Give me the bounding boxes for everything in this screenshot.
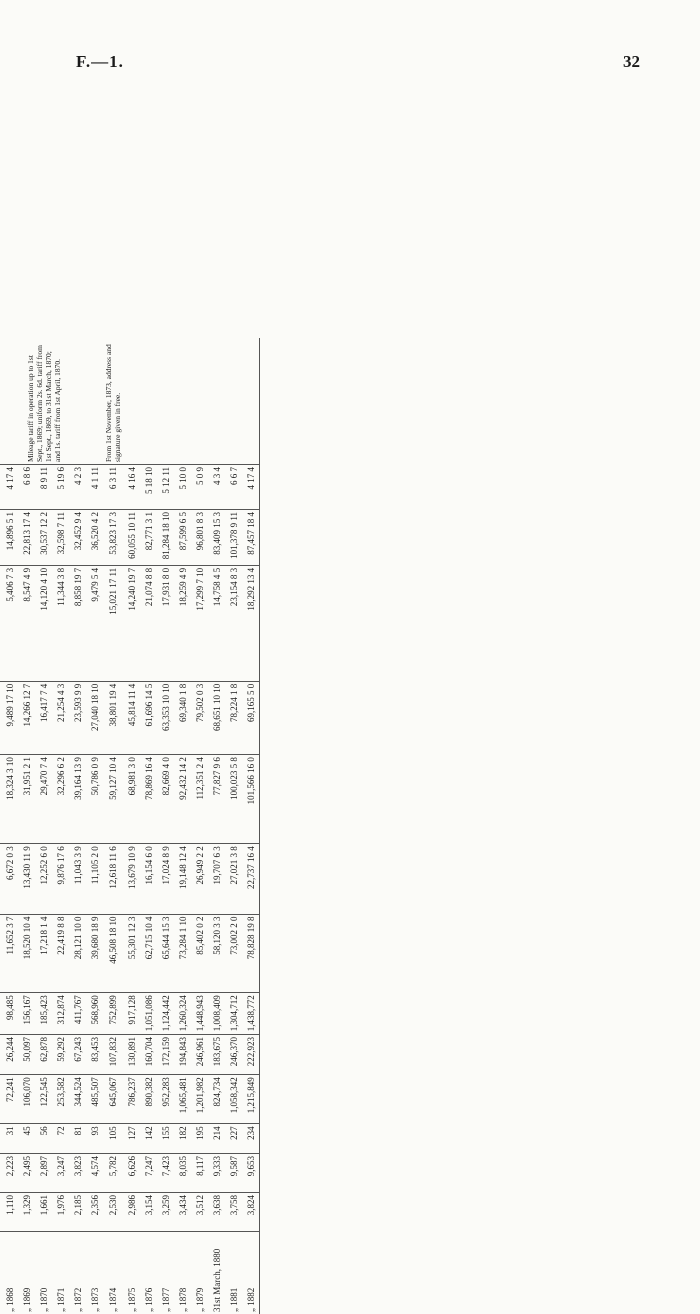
year-cell: „ 1873 <box>86 1232 103 1314</box>
total-cell: 312,874 <box>52 993 69 1035</box>
year-cell: „ 1882 <box>242 1232 260 1314</box>
government-cell: 172,159 <box>157 1034 174 1074</box>
revenue-cell: 85,402 0 2 <box>191 914 208 993</box>
total-cell: 1,051,086 <box>140 993 157 1035</box>
stations-cell: 38,801 19 4 <box>103 681 123 754</box>
table-row <box>242 338 260 1314</box>
stations-cell: 21,254 4 3 <box>52 681 69 754</box>
expenditure-cell: 83,409 15 3 <box>208 510 225 566</box>
revenue-cell: 11,652 3 7 <box>1 914 18 993</box>
miles-wire-cell: 4,574 <box>86 1154 103 1193</box>
total-cell: 1,448,943 <box>191 993 208 1035</box>
stations-cell: 69,340 1 8 <box>174 681 191 754</box>
stations-cell: 9,489 17 10 <box>1 681 18 754</box>
per-mile-cell: 4 16 4 <box>123 465 140 510</box>
miles-line-cell: 1,661 <box>35 1193 52 1232</box>
year-cell: „ 1877 <box>157 1232 174 1314</box>
year-cell: „ 1878 <box>174 1232 191 1314</box>
lines-cell: 18,259 4 9 <box>174 565 191 681</box>
per-mile-cell: 5 10 0 <box>174 465 191 510</box>
private-cell: 786,237 <box>123 1075 140 1124</box>
offices-cell: 155 <box>157 1124 174 1154</box>
tariff-cell: Mileage tariff in operation up to 1st Sept., 1869; uniform 2s. 6d. tariff from 1st Sept., 1869, to 31st March, 1870; and 1s. tariff from 1st April, 1870. <box>18 338 69 465</box>
private-cell: 253,582 <box>52 1075 69 1124</box>
private-cell: 1,065,481 <box>174 1075 191 1124</box>
government-cell: 130,891 <box>123 1034 140 1074</box>
lines-cell: 8,547 4 9 <box>18 565 35 681</box>
expenditure-cell: 81,284 18 10 <box>157 510 174 566</box>
miles-line-cell: 3,259 <box>157 1193 174 1232</box>
expenditure-cell: 101,378 9 11 <box>225 510 242 566</box>
lines-cell: 15,021 17 11 <box>103 565 123 681</box>
miles-wire-cell: 3,823 <box>69 1154 86 1193</box>
per-mile-cell: 4 2 3 <box>69 465 86 510</box>
miles-wire-cell: 9,653 <box>242 1154 260 1193</box>
miles-line-cell: 3,512 <box>191 1193 208 1232</box>
private-cell: 890,382 <box>140 1075 157 1124</box>
miles-line-cell: 3,154 <box>140 1193 157 1232</box>
miles-wire-cell: 3,247 <box>52 1154 69 1193</box>
year-cell: „ 1881 <box>225 1232 242 1314</box>
expenditure-cell: 53,823 17 3 <box>103 510 123 566</box>
miles-wire-cell: 5,782 <box>103 1154 123 1193</box>
offices-cell: 105 <box>103 1124 123 1154</box>
miles-wire-cell: 2,223 <box>1 1154 18 1193</box>
private-cell: 72,241 <box>1 1075 18 1124</box>
miles-wire-cell: 9,333 <box>208 1154 225 1193</box>
lines-cell: 14,240 19 7 <box>123 565 140 681</box>
miles-line-cell: 3,824 <box>242 1193 260 1232</box>
total-cell: 917,128 <box>123 993 140 1035</box>
business-cell: 78,869 16 4 <box>140 755 157 844</box>
stations-cell: 16,417 7 4 <box>35 681 52 754</box>
expenditure-cell: 32,452 9 4 <box>69 510 86 566</box>
table-row <box>157 338 174 1314</box>
offices-cell: 142 <box>140 1124 157 1154</box>
gov-value-cell: 27,021 3 8 <box>225 844 242 914</box>
miles-wire-cell: 7,247 <box>140 1154 157 1193</box>
business-cell: 29,470 7 4 <box>35 755 52 844</box>
tariff-cell <box>174 338 191 465</box>
miles-line-cell: 3,758 <box>225 1193 242 1232</box>
gov-value-cell: 17,024 8 9 <box>157 844 174 914</box>
tariff-cell <box>0 338 18 465</box>
expenditure-cell: 36,520 4 2 <box>86 510 103 566</box>
private-cell: 485,507 <box>86 1075 103 1124</box>
revenue-cell: 46,508 18 10 <box>103 914 123 993</box>
private-cell: 952,283 <box>157 1075 174 1124</box>
offices-cell: 31 <box>1 1124 18 1154</box>
table-row <box>18 338 35 1314</box>
total-cell: 1,304,712 <box>225 993 242 1035</box>
revenue-cell: 73,002 2 0 <box>225 914 242 993</box>
table-row <box>103 338 123 1314</box>
document-code: F.—1. <box>76 52 124 72</box>
business-cell: 92,432 14 2 <box>174 755 191 844</box>
miles-wire-cell: 2,495 <box>18 1154 35 1193</box>
revenue-cell: 28,121 10 0 <box>69 914 86 993</box>
tariff-cell <box>191 338 208 465</box>
per-mile-cell: 5 12 11 <box>157 465 174 510</box>
year-cell: „ 1876 <box>140 1232 157 1314</box>
miles-line-cell: 2,986 <box>123 1193 140 1232</box>
business-cell: 68,981 3 0 <box>123 755 140 844</box>
tariff-cell <box>225 338 242 465</box>
offices-cell: 72 <box>52 1124 69 1154</box>
offices-cell: 127 <box>123 1124 140 1154</box>
miles-wire-cell: 2,897 <box>35 1154 52 1193</box>
tariff-cell <box>123 338 140 465</box>
miles-wire-cell: 8,117 <box>191 1154 208 1193</box>
government-cell: 160,704 <box>140 1034 157 1074</box>
private-cell: 1,058,342 <box>225 1075 242 1124</box>
business-cell: 112,351 2 4 <box>191 755 208 844</box>
gov-value-cell: 16,154 6 0 <box>140 844 157 914</box>
tariff-cell <box>208 338 225 465</box>
business-cell: 77,827 9 6 <box>208 755 225 844</box>
miles-line-cell: 3,434 <box>174 1193 191 1232</box>
government-cell: 59,292 <box>52 1034 69 1074</box>
gov-value-cell: 12,252 6 0 <box>35 844 52 914</box>
business-cell: 100,023 5 8 <box>225 755 242 844</box>
table-row <box>1 338 18 1314</box>
total-cell: 1,438,772 <box>242 993 260 1035</box>
expenditure-cell: 82,771 3 1 <box>140 510 157 566</box>
per-mile-cell: 6 6 7 <box>225 465 242 510</box>
miles-line-cell: 2,530 <box>103 1193 123 1232</box>
tariff-cell <box>140 338 157 465</box>
miles-line-cell: 3,638 <box>208 1193 225 1232</box>
lines-cell: 17,931 8 0 <box>157 565 174 681</box>
revenue-cell: 55,301 12 3 <box>123 914 140 993</box>
table-row <box>35 338 52 1314</box>
gov-value-cell: 11,043 3 9 <box>69 844 86 914</box>
revenue-cell: 65,644 15 3 <box>157 914 174 993</box>
expenditure-cell: 96,801 8 3 <box>191 510 208 566</box>
expenditure-cell: 60,055 10 11 <box>123 510 140 566</box>
expenditure-cell: 87,599 6 5 <box>174 510 191 566</box>
government-cell: 246,961 <box>191 1034 208 1074</box>
offices-cell: 195 <box>191 1124 208 1154</box>
tariff-cell <box>69 338 86 465</box>
private-cell: 1,201,982 <box>191 1075 208 1124</box>
lines-cell: 14,120 4 10 <box>35 565 52 681</box>
private-cell: 824,734 <box>208 1075 225 1124</box>
table-row <box>174 338 191 1314</box>
business-cell: 39,164 13 9 <box>69 755 86 844</box>
per-mile-cell: 5 18 10 <box>140 465 157 510</box>
government-cell: 194,843 <box>174 1034 191 1074</box>
miles-line-cell: 1,110 <box>1 1193 18 1232</box>
table-row <box>225 338 242 1314</box>
miles-wire-cell: 6,626 <box>123 1154 140 1193</box>
government-cell: 246,370 <box>225 1034 242 1074</box>
government-cell: 107,832 <box>103 1034 123 1074</box>
stations-cell: 68,651 10 10 <box>208 681 225 754</box>
total-cell: 1,124,442 <box>157 993 174 1035</box>
per-mile-cell: 8 9 11 <box>35 465 52 510</box>
miles-line-cell: 1,329 <box>18 1193 35 1232</box>
private-cell: 106,070 <box>18 1075 35 1124</box>
private-cell: 122,545 <box>35 1075 52 1124</box>
stations-cell: 23,593 9 9 <box>69 681 86 754</box>
per-mile-cell: 6 8 6 <box>18 465 35 510</box>
per-mile-cell: 4 1 11 <box>86 465 103 510</box>
offices-cell: 214 <box>208 1124 225 1154</box>
total-cell: 752,899 <box>103 993 123 1035</box>
offices-cell: 93 <box>86 1124 103 1154</box>
total-cell: 185,423 <box>35 993 52 1035</box>
business-cell: 59,127 10 4 <box>103 755 123 844</box>
revenue-cell: 62,715 10 4 <box>140 914 157 993</box>
stations-cell: 45,814 11 4 <box>123 681 140 754</box>
year-cell: „ 1871 <box>52 1232 69 1314</box>
government-cell: 26,244 <box>1 1034 18 1074</box>
government-cell: 183,675 <box>208 1034 225 1074</box>
lines-cell: 17,299 7 10 <box>191 565 208 681</box>
offices-cell: 227 <box>225 1124 242 1154</box>
revenue-cell: 22,419 8 8 <box>52 914 69 993</box>
per-mile-cell: 4 17 4 <box>242 465 260 510</box>
revenue-cell: 73,284 1 10 <box>174 914 191 993</box>
lines-cell: 14,758 4 5 <box>208 565 225 681</box>
year-cell: „ 1869 <box>18 1232 35 1314</box>
government-cell: 222,923 <box>242 1034 260 1074</box>
government-cell: 67,243 <box>69 1034 86 1074</box>
revenue-cell: 18,520 10 4 <box>18 914 35 993</box>
private-cell: 1,215,849 <box>242 1075 260 1124</box>
revenue-cell: 78,828 19 8 <box>242 914 260 993</box>
total-cell: 98,485 <box>1 993 18 1035</box>
expenditure-cell: 87,457 18 4 <box>242 510 260 566</box>
private-cell: 645,067 <box>103 1075 123 1124</box>
gov-value-cell: 6,672 0 3 <box>1 844 18 914</box>
tariff-cell <box>86 338 103 465</box>
tariff-cell: From 1st November, 1873, address and signature given in free. <box>103 338 123 465</box>
business-cell: 82,669 4 0 <box>157 755 174 844</box>
offices-cell: 81 <box>69 1124 86 1154</box>
per-mile-cell: 4 3 4 <box>208 465 225 510</box>
miles-line-cell: 1,976 <box>52 1193 69 1232</box>
total-cell: 568,960 <box>86 993 103 1035</box>
lines-cell: 18,292 13 4 <box>242 565 260 681</box>
year-cell: „ 1874 <box>103 1232 123 1314</box>
gov-value-cell: 9,876 17 6 <box>52 844 69 914</box>
lines-cell: 8,858 19 7 <box>69 565 86 681</box>
miles-wire-cell: 9,587 <box>225 1154 242 1193</box>
year-cell: „ 1879 <box>191 1232 208 1314</box>
table-row <box>208 338 225 1314</box>
table-body <box>0 338 260 1314</box>
year-cell: „ 1872 <box>69 1232 86 1314</box>
revenue-cell: 58,120 3 3 <box>208 914 225 993</box>
business-cell: 32,296 6 2 <box>52 755 69 844</box>
lines-cell: 23,154 8 3 <box>225 565 242 681</box>
business-cell: 31,951 2 1 <box>18 755 35 844</box>
stations-cell: 63,353 10 10 <box>157 681 174 754</box>
offices-cell: 45 <box>18 1124 35 1154</box>
gov-value-cell: 11,105 2 0 <box>86 844 103 914</box>
offices-cell: 182 <box>174 1124 191 1154</box>
government-cell: 62,878 <box>35 1034 52 1074</box>
stations-cell: 14,266 12 7 <box>18 681 35 754</box>
miles-line-cell: 2,356 <box>86 1193 103 1232</box>
page-number: 32 <box>623 52 640 72</box>
table-row <box>140 338 157 1314</box>
rotated-page-content <box>0 338 700 1314</box>
expenditure-cell: 22,813 17 4 <box>18 510 35 566</box>
stations-cell: 79,502 0 3 <box>191 681 208 754</box>
year-cell: „ 1868 <box>1 1232 18 1314</box>
government-cell: 50,097 <box>18 1034 35 1074</box>
comparative-table <box>0 338 260 1314</box>
gov-value-cell: 13,430 11 9 <box>18 844 35 914</box>
expenditure-cell: 32,598 7 11 <box>52 510 69 566</box>
table-row <box>191 338 208 1314</box>
year-cell: „ 1875 <box>123 1232 140 1314</box>
private-cell: 344,524 <box>69 1075 86 1124</box>
total-cell: 1,008,409 <box>208 993 225 1035</box>
stations-cell: 27,040 18 10 <box>86 681 103 754</box>
per-mile-cell: 6 3 11 <box>103 465 123 510</box>
miles-wire-cell: 8,035 <box>174 1154 191 1193</box>
lines-cell: 11,344 3 8 <box>52 565 69 681</box>
total-cell: 156,167 <box>18 993 35 1035</box>
expenditure-cell: 30,537 12 2 <box>35 510 52 566</box>
gov-value-cell: 26,949 2 2 <box>191 844 208 914</box>
miles-line-cell: 2,185 <box>69 1193 86 1232</box>
expenditure-cell: 14,896 5 1 <box>1 510 18 566</box>
table-row <box>69 338 86 1314</box>
per-mile-cell: 4 17 4 <box>1 465 18 510</box>
lines-cell: 21,074 8 8 <box>140 565 157 681</box>
gov-value-cell: 19,707 6 3 <box>208 844 225 914</box>
gov-value-cell: 19,148 12 4 <box>174 844 191 914</box>
year-cell: 31st March, 1880 <box>208 1232 225 1314</box>
stations-cell: 61,696 14 5 <box>140 681 157 754</box>
stations-cell: 78,224 1 8 <box>225 681 242 754</box>
business-cell: 18,324 3 10 <box>1 755 18 844</box>
miles-wire-cell: 7,423 <box>157 1154 174 1193</box>
stations-cell: 69,165 5 0 <box>242 681 260 754</box>
government-cell: 83,453 <box>86 1034 103 1074</box>
revenue-cell: 17,218 1 4 <box>35 914 52 993</box>
revenue-cell: 39,680 18 9 <box>86 914 103 993</box>
per-mile-cell: 5 0 9 <box>191 465 208 510</box>
lines-cell: 5,406 7 3 <box>1 565 18 681</box>
business-cell: 50,786 0 9 <box>86 755 103 844</box>
table-row <box>86 338 103 1314</box>
lines-cell: 9,479 5 4 <box>86 565 103 681</box>
business-cell: 101,566 16 0 <box>242 755 260 844</box>
offices-cell: 56 <box>35 1124 52 1154</box>
tariff-cell <box>157 338 174 465</box>
total-cell: 411,767 <box>69 993 86 1035</box>
total-cell: 1,260,324 <box>174 993 191 1035</box>
gov-value-cell: 22,737 16 4 <box>242 844 260 914</box>
offices-cell: 234 <box>242 1124 260 1154</box>
year-cell: „ 1870 <box>35 1232 52 1314</box>
gov-value-cell: 13,679 10 9 <box>123 844 140 914</box>
tariff-cell <box>242 338 260 465</box>
table-row <box>123 338 140 1314</box>
table-row <box>52 338 69 1314</box>
gov-value-cell: 12,618 11 6 <box>103 844 123 914</box>
per-mile-cell: 5 19 6 <box>52 465 69 510</box>
